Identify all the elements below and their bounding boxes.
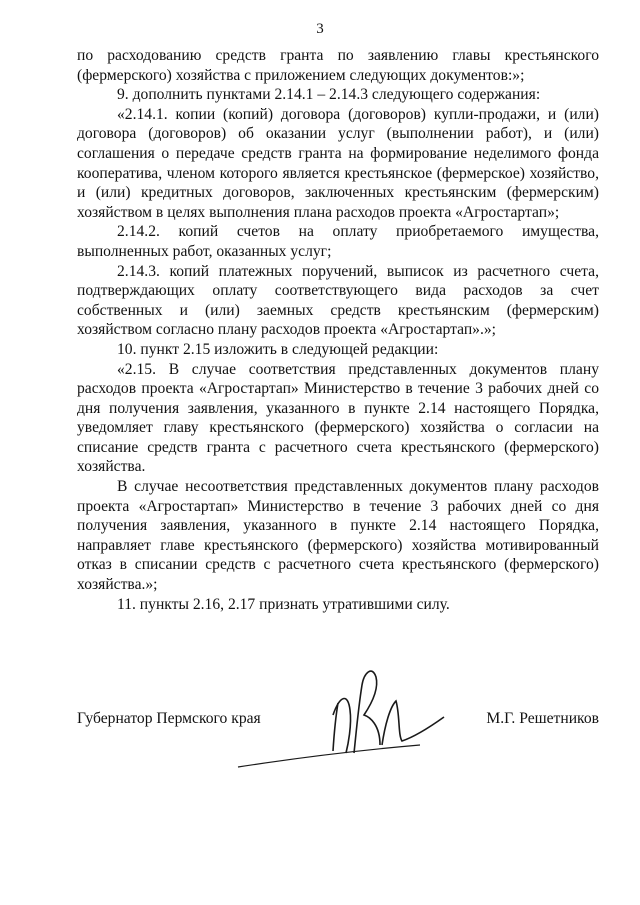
paragraph-continuation: по расходованию средств гранта по заявлению главы крестьянского (фермерского) хозяйства с приложением следующих документов:»; [77,47,599,84]
paragraph-item-9: 9. дополнить пунктами 2.14.1 – 2.14.3 следующего содержания: [117,86,541,104]
page-number: 3 [316,21,324,37]
paragraph-2-14-1: «2.14.1. копии (копий) договора (договоров) купли-продажи, и (или) договора (договоров) об оказании услуг (выполнении работ), и (или) соглашения о передаче средств гранта на формирование неделимого фонда кооператива, членом которого является крестьянское (фермерское) хозяйство, и (или) кредитных договоров, заключенных крестьянским (фермерским) хозяйством в целях выполнения плана расходов проекта «Агростартап»; [77,105,599,221]
paragraph-item-11: 11. пункты 2.16, 2.17 признать утратившими силу. [117,595,450,613]
document-body [77,46,599,614]
paragraph-2-14-2: 2.14.2. копий счетов на оплату приобретаемого имущества, выполненных работ, оказанных услуг; [77,223,599,260]
signatory-name: М.Г. Решетников [486,710,599,727]
paragraph-2-14-3: 2.14.3. копий платежных поручений, выписок из расчетного счета, подтверждающих оплату соответствующего вида расходов за счет собственных и (или) заемных средств крестьянским (фермерским) хозяйством согласно плану расходов проекта «Агростартап».»; [77,262,599,339]
signatory-title: Губернатор Пермского края [77,710,261,727]
paragraph-2-15-refusal: В случае несоответствия представленных документов плану расходов проекта «Агростартап» Министерство в течение 3 рабочих дней со дня получения заявления, указанного в пункте 2.14 настоящего Порядка, направляет главе крестьянского (фермерского) хозяйства мотивированный отказ в списании средств с расчетного счета крестьянского (фермерского) хозяйства.»; [77,478,599,594]
signature-block [77,700,599,760]
paragraph-item-10: 10. пункт 2.15 изложить в следующей редакции: [117,340,439,358]
paragraph-2-15: «2.15. В случае соответствия представленных документов плану расходов проекта «Агростартап» Министерство в течение 3 рабочих дней со дня получения заявления, указанного в пункте 2.14 настоящего Порядка, уведомляет главу крестьянского (фермерского) хозяйства о согласии на списание средств гранта с расчетного счета крестьянского (фермерского) хозяйства. [77,360,599,476]
